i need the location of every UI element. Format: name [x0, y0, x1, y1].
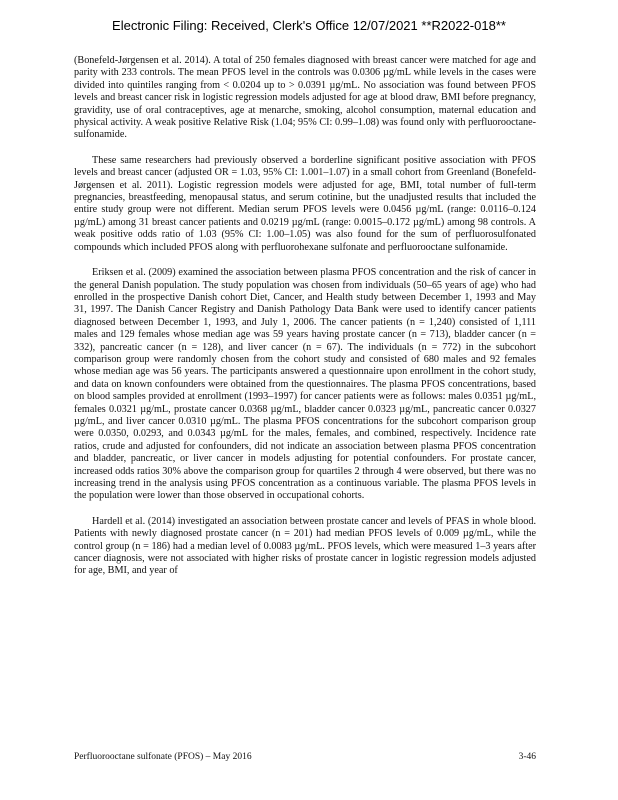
- paragraph-bonefeld-2011: These same researchers had previously observed a borderline significant positive association with PFOS levels and breast cancer (adjusted OR = 1.03, 95% CI: 1.001–1.07) in a small cohort from Greenland (Bonefeld-Jørgensen et al. 2011). Logistic regression models were adjusted for age, BMI, total number of full-term pregnancies, breastfeeding, menopausal status, and serum cotinine, but the unadjusted results that included the entire study group were not different. Median serum PFOS levels were 0.0456 µg/mL (range: 0.0116–0.124 µg/mL) among 31 breast cancer patients and 0.0219 µg/mL (range: 0.0015–0.172 µg/mL) among 98 controls. A weak positive odds ratio of 1.03 (95% CI: 1.00–1.05) was also found for the sum of perfluorosulfonated compounds which included PFOS along with perfluorohexane sulfonate and perfluorooctane sulfonamide.: [74, 154, 536, 253]
- filing-stamp-header: Electronic Filing: Received, Clerk's Office 12/07/2021 **R2022-018**: [112, 18, 506, 33]
- document-body: [74, 55, 536, 591]
- footer-page-number: 3-46: [518, 752, 536, 762]
- paragraph-eriksen-2009: Eriksen et al. (2009) examined the association between plasma PFOS concentration and the risk of cancer in the general Danish population. The study population was chosen from individuals (50–65 years of age) who had enrolled in the prospective Danish cohort Diet, Cancer, and Health study between December 1, 1993 and May 31, 1997. The Danish Cancer Registry and Danish Pathology Data Bank were used to identify cancer patients diagnosed between December 1, 1993, and July 1, 2006. The cancer patients (n = 1,240) consisted of 1,111 males and 129 females whose median age was 59 years having prostate cancer (n = 713), bladder cancer (n = 332), pancreatic cancer (n = 128), and liver cancer (n = 67). The individuals (n = 772) in the subcohort comparison group were randomly chosen from the cohort study and consisted of 680 males and 92 females whose median age was 56 years. The participants answered a questionnaire upon enrollment in the cohort study, and data on known confounders were obtained from the questionnaires. The plasma PFOS concentrations, based on blood samples provided at enrollment (1993–1997) for cancer patients were as follows: males 0.0351 µg/mL, females 0.0321 µg/mL, prostate cancer 0.0368 µg/mL, bladder cancer 0.0323 µg/mL, pancreatic cancer 0.0327 µg/mL, and liver cancer 0.0310 µg/mL. The plasma PFOS concentrations for the subcohort comparison group were 0.0350, 0.0293, and 0.0343 µg/mL for the males, females, and combined, respectively. Incidence rate ratios, crude and adjusted for confounders, did not indicate an association between plasma PFOS concentration and bladder, pancreatic, or liver cancer in models adjusting for potential confounders. For prostate cancer, increased odds ratios 30% above the comparison group for quartiles 2 through 4 were observed, but there was no increasing trend in the analysis using PFOS concentration as a continuous variable. The plasma PFOS levels in the population were lower than those observed in occupational cohorts.: [74, 267, 536, 502]
- paragraph-hardell-2014: Hardell et al. (2014) investigated an association between prostate cancer and levels of PFAS in whole blood. Patients with newly diagnosed prostate cancer (n = 201) had median PFOS levels of 0.009 µg/mL, while the control group (n = 186) had a median level of 0.0083 µg/mL. PFOS levels, which were measured 1–3 years after cancer diagnosis, were not associated with higher risks of prostate cancer in logistic regression models adjusted for age, BMI, and year of: [74, 515, 536, 577]
- footer-document-title: Perfluorooctane sulfonate (PFOS) – May 2016: [74, 752, 252, 762]
- paragraph-bonefeld-2014: (Bonefeld-Jørgensen et al. 2014). A total of 250 females diagnosed with breast cancer were matched for age and parity with 233 controls. The mean PFOS level in the controls was 0.0306 µg/mL while levels in the cases were divided into quintiles ranging from < 0.0204 up to > 0.0391 µg/mL. No association was found between PFOS levels and breast cancer risk in logistic regression models adjusted for age at blood draw, BMI before pregnancy, gravidity, use of oral contraceptives, age at menarche, smoking, alcohol consumption, maternal education and physical activity. A weak positive Relative Risk (1.04; 95% CI: 0.99–1.08) was found only with perfluorooctane-sulfonamide.: [74, 55, 536, 141]
